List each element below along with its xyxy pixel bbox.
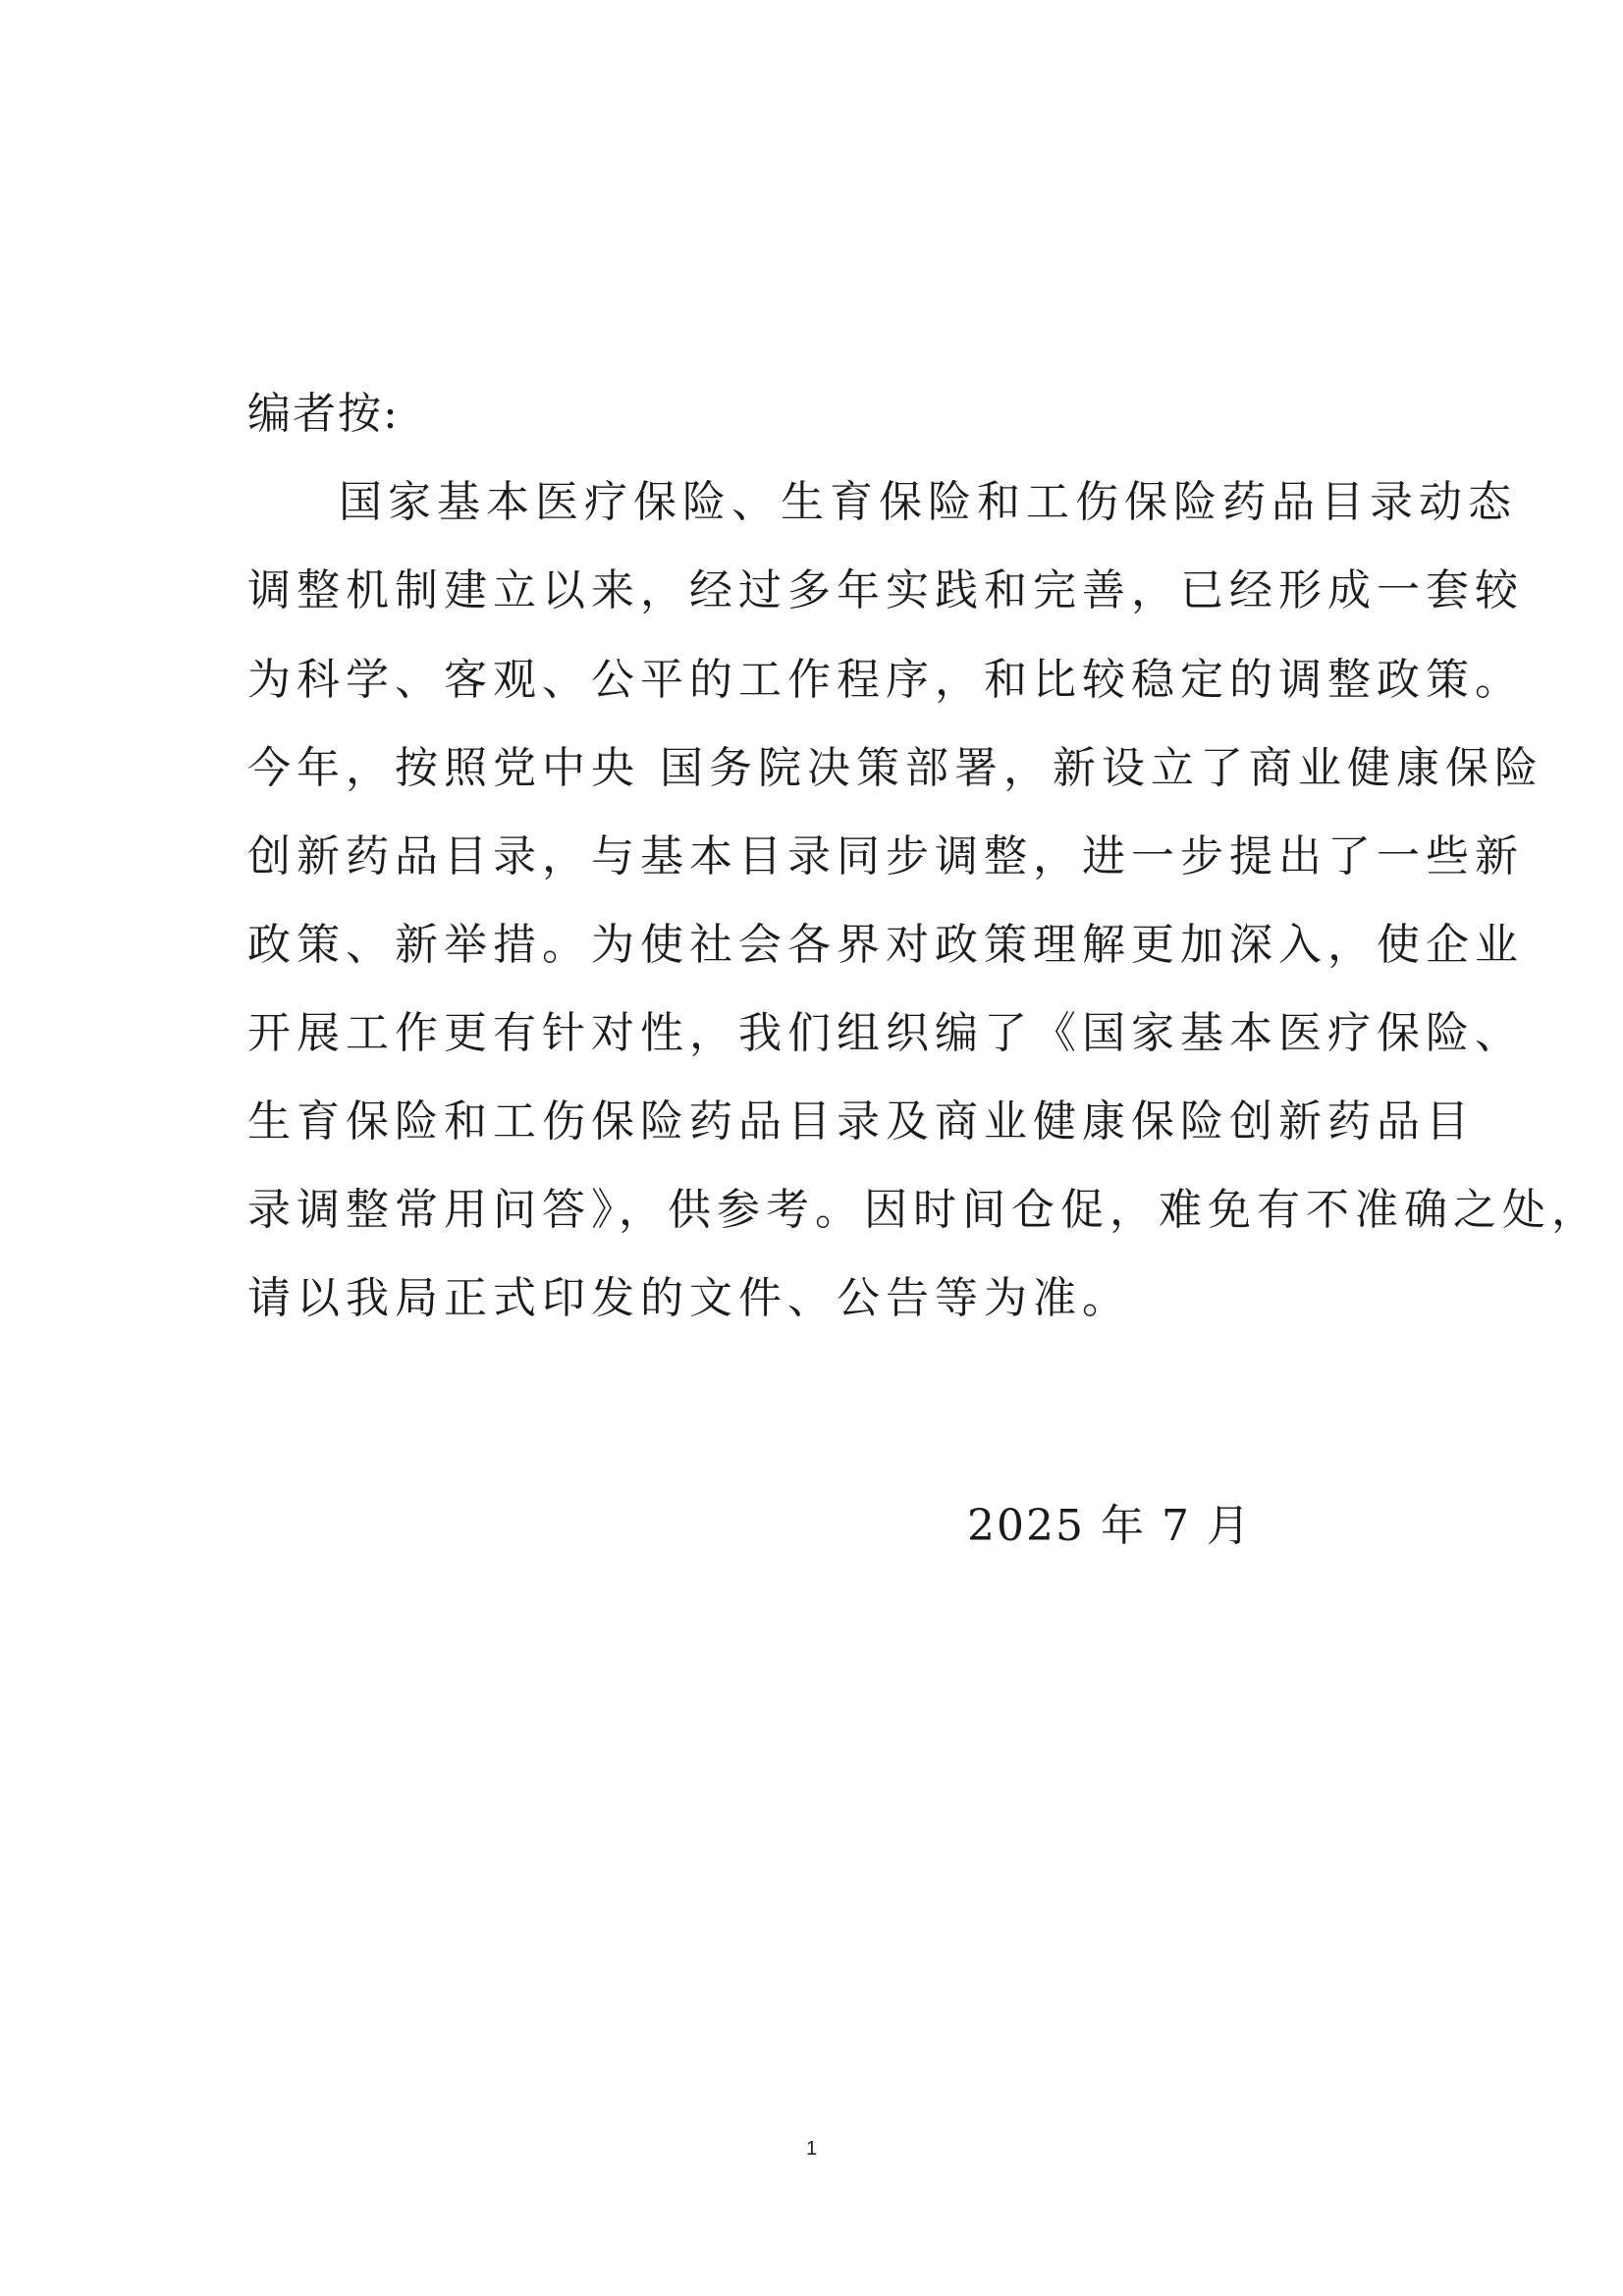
paragraph-line: 创新药品目录，与基本目录同步调整，进一步提出了一些新 (247, 831, 1524, 881)
page-number: 1 (805, 2138, 818, 2160)
document-date: 2025 年 7 月 (967, 1501, 1252, 1551)
paragraph-line: 政策、新举措。为使社会各界对政策理解更加深入，使企业 (247, 920, 1524, 970)
paragraph-line: 国家基本医疗保险、生育保险和工伤保险药品目录动态 (339, 477, 1517, 527)
paragraph-line: 开展工作更有针对性，我们组织编了《国家基本医疗保险、 (247, 1008, 1524, 1058)
paragraph-line: 请以我局正式印发的文件、公告等为准。 (247, 1273, 1131, 1323)
paragraph-line: 录调整常用问答》，供参考。因时间仓促，难免有不准确之处， (247, 1185, 1600, 1235)
paragraph-line: 为科学、客观、公平的工作程序，和比较稳定的调整政策。 (247, 655, 1524, 705)
paragraph-line: 生育保险和工伤保险药品目录及商业健康保险创新药品目 (247, 1096, 1475, 1147)
paragraph-line: 调整机制建立以来，经过多年实践和完善，已经形成一套较 (247, 565, 1524, 615)
editor-note-heading: 编者按: (247, 389, 400, 439)
paragraph-line: 今年，按照党中央 国务院决策部署，新设立了商业健康保险 (247, 743, 1543, 793)
